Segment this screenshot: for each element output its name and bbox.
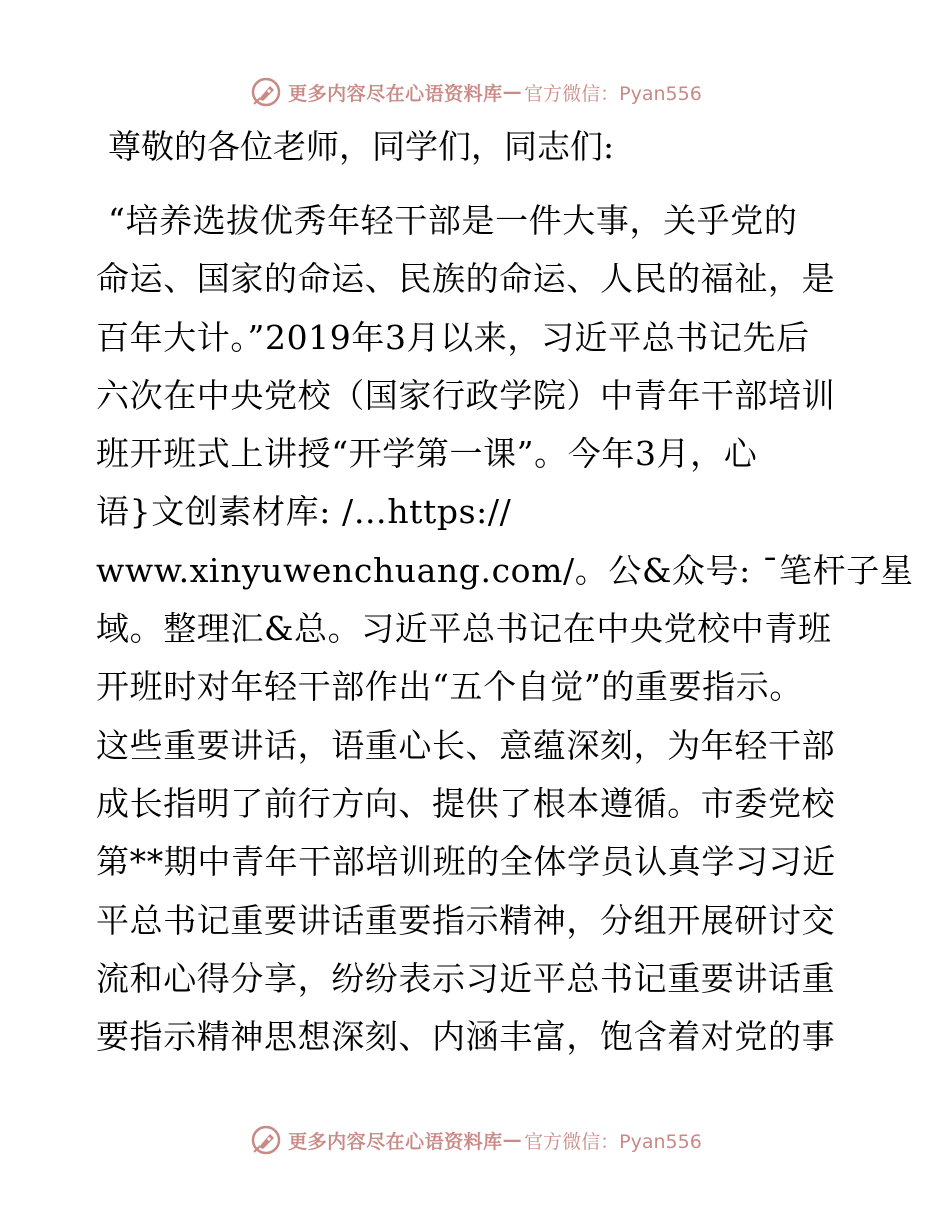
paragraph-line: 要指示精神思想深刻、内涵丰富，饱含着对党的事 (96, 1017, 836, 1057)
paragraph-line: 流和心得分享，纷纷表示习近平总书记重要讲话重 (96, 958, 836, 998)
paragraph-line: 百年大计。”2019年3月以来，习近平总书记先后 (96, 317, 810, 357)
paragraph-line: 班开班式上讲授“开学第一课”。今年3月，心 (96, 434, 758, 474)
pen-nib-circle-icon (248, 74, 284, 110)
watermark-text: 更多内容尽在心语资料库 (288, 1130, 503, 1153)
paragraph-line: 语}文创素材库: /…https:// (96, 492, 512, 532)
paragraph-line: 六次在中央党校（国家行政学院）中青年干部培训 (96, 375, 836, 415)
paragraph (96, 192, 914, 1066)
watermark-separator: — (502, 81, 523, 103)
salutation: 尊敬的各位老师，同学们，同志们: (108, 127, 615, 166)
paragraph-line: 平总书记重要讲话重要指示精神，分组开展研讨交 (96, 900, 836, 940)
document-body (96, 118, 914, 1066)
paragraph-line: www.xinyuwenchuang.com/。公&众号: ¯笔杆子星 (96, 550, 914, 590)
pen-nib-circle-icon (248, 1122, 284, 1158)
paragraph-line: “培养选拔优秀年轻干部是一件大事，关乎党的 (108, 201, 798, 240)
paragraph-line: 成长指明了前行方向、提供了根本遵循。市委党校 (96, 783, 836, 823)
paragraph-line: 开班时对年轻干部作出“五个自觉”的重要指示。 (96, 667, 803, 707)
paragraph-line: 第**期中青年干部培训班的全体学员认真学习习近 (96, 842, 836, 882)
paragraph-line: 域。整理汇&总。习近平总书记在中央党校中青班 (96, 609, 832, 649)
watermark-contact: 官方微信：Pyan556 (524, 82, 702, 105)
paragraph-line: 命运、国家的命运、民族的命运、人民的福祉，是 (96, 259, 836, 299)
header-watermark (0, 72, 950, 112)
footer-watermark (0, 1120, 950, 1160)
watermark-separator: — (502, 1129, 523, 1151)
watermark-contact: 官方微信：Pyan556 (524, 1130, 702, 1153)
paragraph-line: 这些重要讲话，语重心长、意蕴深刻，为年轻干部 (96, 725, 836, 765)
watermark-text: 更多内容尽在心语资料库 (288, 82, 503, 105)
